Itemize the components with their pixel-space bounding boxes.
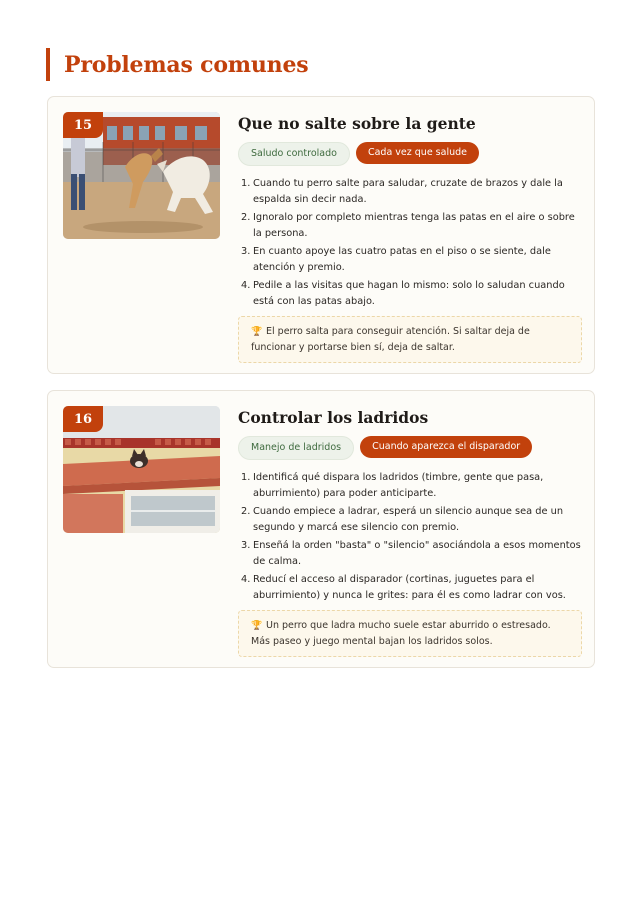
card-content: [238, 111, 582, 363]
section-header: [46, 48, 308, 81]
step-number: 4.: [241, 574, 251, 585]
step-number: 2.: [241, 212, 251, 223]
step-text: Reducí el acceso al disparador (cortinas, juguetes para el aburrimiento) y nunca le grites: para él es como ladrar con vos.: [253, 574, 566, 601]
step-item: [238, 470, 582, 501]
tip-box: [238, 316, 582, 363]
step-text: En cuanto apoye las cuatro patas en el piso o se siente, dale atención y premio.: [253, 246, 551, 273]
step-item: [238, 210, 582, 241]
steps-list: [238, 176, 582, 309]
tip-text: Un perro que ladra mucho suele estar aburrido o estresado. Más paseo y juego mental bajan los ladridos solos.: [251, 620, 551, 647]
card-content: [238, 405, 582, 657]
step-text: Ignoralo por completo mientras tenga las patas en el aire o sobre la persona.: [253, 212, 575, 239]
step-item: [238, 244, 582, 275]
tag-category: Manejo de ladridos: [238, 436, 354, 460]
section-title: Problemas comunes: [64, 51, 309, 78]
step-number: 1.: [241, 178, 251, 189]
card-title: Que no salte sobre la gente: [238, 114, 476, 133]
step-item: [238, 504, 582, 535]
trophy-icon: 🏆: [251, 327, 263, 337]
card-number-badge: 15: [63, 112, 103, 138]
tag-when: Cuando aparezca el disparador: [360, 436, 532, 458]
step-number: 2.: [241, 506, 251, 517]
tag-category: Saludo controlado: [238, 142, 350, 166]
step-text: Cuando empiece a ladrar, esperá un silencio aunque sea de un segundo y marcá ese silencio con premio.: [253, 506, 564, 533]
tip-text: El perro salta para conseguir atención. Si saltar deja de funcionar y portarse bien sí, deja de saltar.: [251, 326, 530, 353]
card-number-badge: 16: [63, 406, 103, 432]
steps-list: [238, 470, 582, 603]
problem-card: [47, 390, 595, 668]
step-item: [238, 538, 582, 569]
card-tags: [238, 142, 582, 166]
step-text: Cuando tu perro salte para saludar, cruzate de brazos y dale la espalda sin decir nada.: [253, 178, 563, 205]
step-item: [238, 278, 582, 309]
step-item: [238, 572, 582, 603]
tip-box: [238, 610, 582, 657]
tag-when: Cada vez que salude: [356, 142, 479, 164]
step-number: 4.: [241, 280, 251, 291]
step-text: Enseñá la orden "basta" o "silencio" asociándola a esos momentos de calma.: [253, 540, 581, 567]
step-number: 3.: [241, 540, 251, 551]
step-number: 1.: [241, 472, 251, 483]
card-title: Controlar los ladridos: [238, 408, 429, 427]
trophy-icon: 🏆: [251, 621, 263, 631]
card-tags: [238, 436, 582, 460]
step-text: Pedile a las visitas que hagan lo mismo: solo lo saludan cuando está con las patas abajo.: [253, 280, 565, 307]
step-text: Identificá qué dispara los ladridos (timbre, gente que pasa, aburrimiento) para poder anticiparte.: [253, 472, 544, 499]
problem-card: [47, 96, 595, 374]
step-number: 3.: [241, 246, 251, 257]
step-item: [238, 176, 582, 207]
